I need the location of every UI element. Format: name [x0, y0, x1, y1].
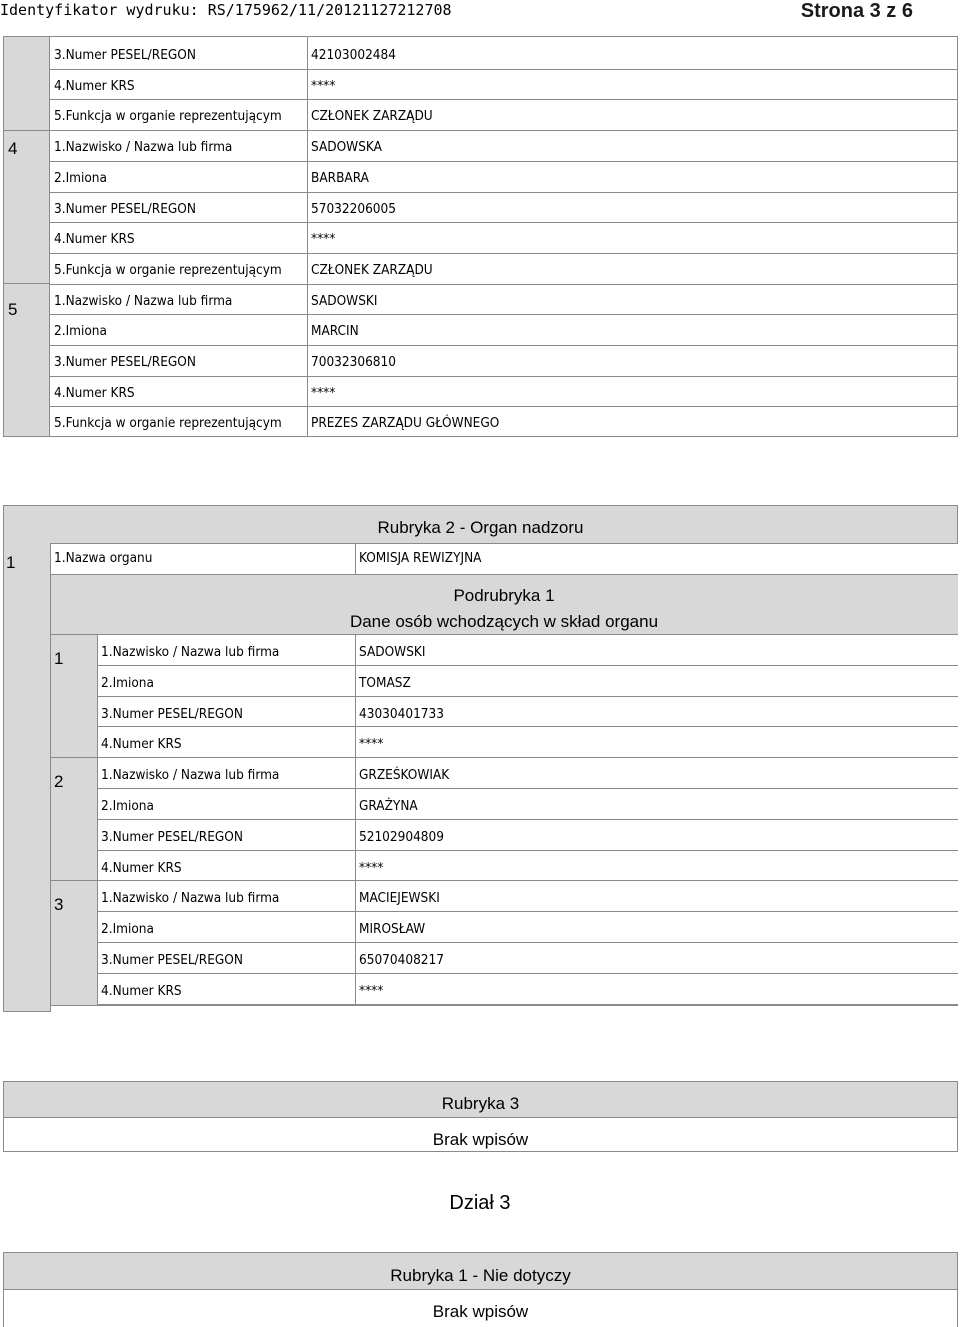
row-divider	[50, 314, 958, 315]
podrubryka-title: Podrubryka 1	[453, 586, 555, 605]
member-field-value: 43030401733	[359, 706, 444, 722]
row-divider	[97, 880, 958, 881]
page-number: Strona 3 z 6	[800, 0, 913, 22]
rubryka-3-title: Rubryka 3	[441, 1094, 520, 1113]
member-field-label: 4.Numer KRS	[101, 860, 182, 876]
field-value: PREZES ZARZĄDU GŁÓWNEGO	[311, 415, 500, 431]
member-field-value: MIROSŁAW	[359, 921, 426, 937]
rubryka-3-content: Brak wpisów	[432, 1130, 529, 1149]
field-value: 42103002484	[311, 47, 396, 63]
member-field-value: ****	[359, 736, 384, 752]
field-label: 4.Numer KRS	[54, 385, 135, 401]
field-value: MARCIN	[311, 323, 359, 339]
number-column	[3, 36, 50, 437]
dzial-3-rubryka-1-title: Rubryka 1 - Nie dotyczy	[390, 1266, 571, 1285]
row-divider	[3, 130, 50, 131]
row-divider	[51, 757, 97, 758]
field-label: 3.Numer PESEL/REGON	[54, 47, 196, 63]
member-field-label: 3.Numer PESEL/REGON	[101, 829, 243, 845]
field-value: ****	[311, 231, 336, 247]
member-field-label: 4.Numer KRS	[101, 736, 182, 752]
podrubryka-subtitle: Dane osób wchodzących w skład organu	[349, 612, 659, 631]
field-label: 2.Imiona	[54, 170, 107, 186]
member-number-column	[51, 635, 97, 1005]
row-divider	[97, 942, 958, 943]
row-divider	[97, 696, 958, 697]
member-field-label: 2.Imiona	[101, 798, 154, 814]
row-divider	[97, 665, 958, 666]
row-divider	[50, 192, 958, 193]
field-label: 3.Numer PESEL/REGON	[54, 201, 196, 217]
field-label: 4.Numer KRS	[54, 231, 135, 247]
print-identifier: Identyfikator wydruku: RS/175962/11/20121127212708	[0, 1, 452, 19]
row-divider	[50, 130, 958, 131]
member-number: 1	[54, 649, 64, 668]
row-divider	[50, 1005, 958, 1006]
member-field-value: GRAŻYNA	[359, 798, 418, 814]
row-divider	[97, 911, 958, 912]
field-label: 5.Funkcja w organie reprezentującym	[54, 262, 282, 278]
member-field-label: 3.Numer PESEL/REGON	[101, 706, 243, 722]
member-field-value: SADOWSKI	[359, 644, 426, 660]
row-divider	[97, 1004, 958, 1005]
row-divider	[97, 788, 958, 789]
row-divider	[50, 284, 958, 285]
member-field-label: 1.Nazwisko / Nazwa lub firma	[101, 767, 280, 783]
organ-name-value: KOMISJA REWIZYJNA	[359, 550, 482, 566]
member-field-label: 2.Imiona	[101, 921, 154, 937]
dzial-3-title: Dział 3	[449, 1192, 511, 1214]
row-divider	[50, 161, 958, 162]
field-label: 1.Nazwisko / Nazwa lub firma	[54, 293, 233, 309]
member-field-label: 4.Numer KRS	[101, 983, 182, 999]
field-value: BARBARA	[311, 170, 369, 186]
row-divider	[50, 406, 958, 407]
row-divider	[97, 850, 958, 851]
row-divider	[3, 283, 50, 284]
rubryka-2-title: Rubryka 2 - Organ nadzoru	[377, 518, 584, 537]
person-number: 4	[8, 139, 18, 158]
row-divider	[50, 99, 958, 100]
member-field-label: 1.Nazwisko / Nazwa lub firma	[101, 644, 280, 660]
member-field-value: ****	[359, 983, 384, 999]
row-divider	[50, 376, 958, 377]
row-divider	[97, 726, 958, 727]
field-value: SADOWSKI	[311, 293, 378, 309]
field-label: 4.Numer KRS	[54, 78, 135, 94]
field-value: 70032306810	[311, 354, 396, 370]
row-divider	[97, 973, 958, 974]
row-divider	[50, 69, 958, 70]
row-divider	[50, 222, 958, 223]
member-number: 2	[54, 772, 64, 791]
field-label: 1.Nazwisko / Nazwa lub firma	[54, 139, 233, 155]
field-label: 5.Funkcja w organie reprezentującym	[54, 108, 282, 124]
field-label: 3.Numer PESEL/REGON	[54, 354, 196, 370]
organ-number: 1	[6, 553, 16, 572]
member-number: 3	[54, 895, 64, 914]
row-divider	[51, 880, 97, 881]
member-field-value: ****	[359, 860, 384, 876]
field-label: 2.Imiona	[54, 323, 107, 339]
dzial-3-rubryka-1-content: Brak wpisów	[432, 1302, 529, 1321]
member-field-value: MACIEJEWSKI	[359, 890, 440, 906]
field-value: ****	[311, 78, 336, 94]
field-label: 5.Funkcja w organie reprezentującym	[54, 415, 282, 431]
member-field-value: 65070408217	[359, 952, 444, 968]
member-field-value: TOMASZ	[359, 675, 411, 691]
member-field-value: 52102904809	[359, 829, 444, 845]
member-field-value: GRZEŚKOWIAK	[359, 767, 450, 783]
row-divider	[50, 634, 958, 635]
member-field-label: 3.Numer PESEL/REGON	[101, 952, 243, 968]
row-divider	[97, 757, 958, 758]
row-divider	[50, 543, 958, 544]
field-value: CZŁONEK ZARZĄDU	[311, 262, 433, 278]
field-value: SADOWSKA	[311, 139, 382, 155]
field-value: ****	[311, 385, 336, 401]
row-divider	[97, 819, 958, 820]
person-number: 5	[8, 300, 18, 319]
organ-name-label: 1.Nazwa organu	[54, 550, 153, 566]
field-value: 57032206005	[311, 201, 396, 217]
row-divider	[50, 253, 958, 254]
member-field-label: 1.Nazwisko / Nazwa lub firma	[101, 890, 280, 906]
member-field-label: 2.Imiona	[101, 675, 154, 691]
field-value: CZŁONEK ZARZĄDU	[311, 108, 433, 124]
row-divider	[50, 345, 958, 346]
